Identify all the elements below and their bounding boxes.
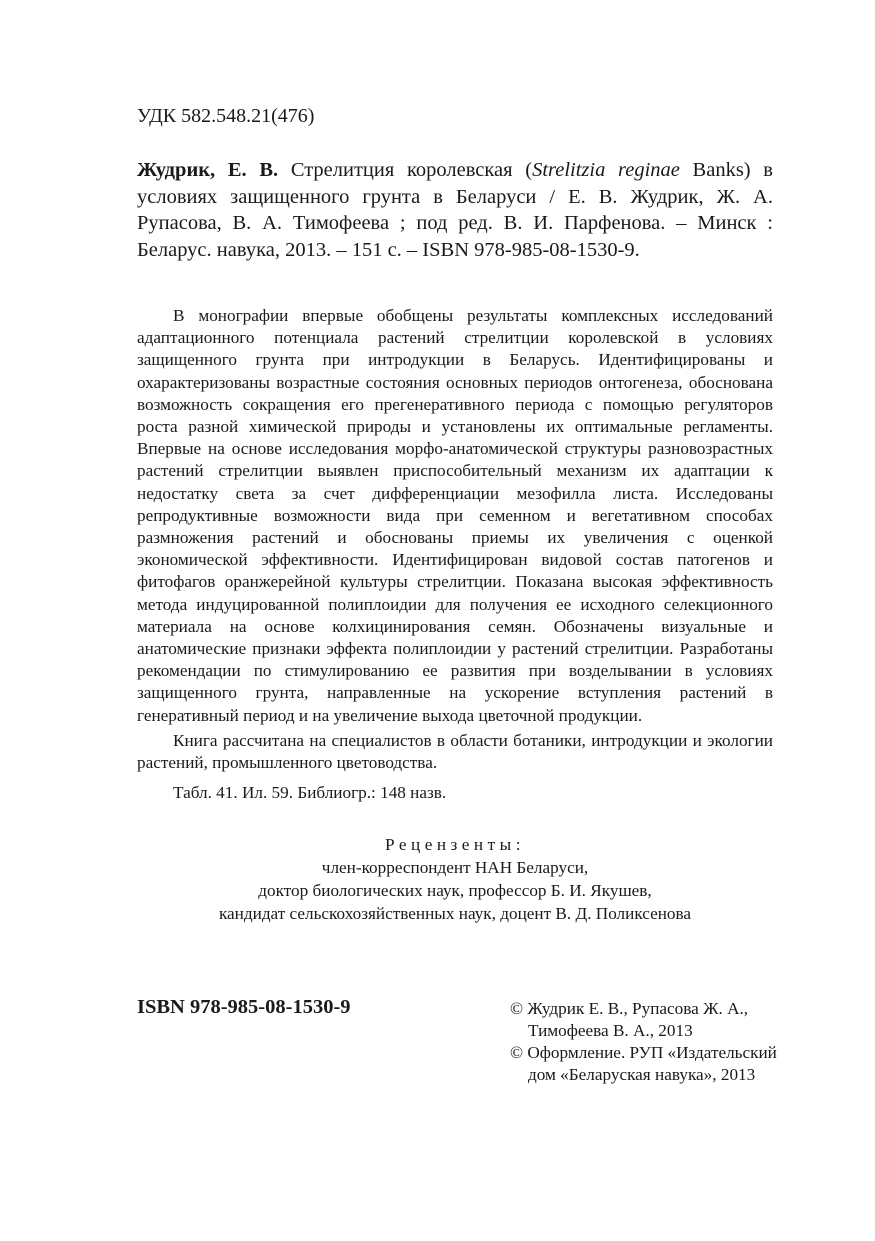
udc-code: УДК 582.548.21(476) [137,105,315,127]
copyright-authors: © Жудрик Е. В., Рупасова Ж. А., Тимофеева В. А., 2013 [510,999,749,1040]
abstract-paragraph: В монографии впервые обобщены результаты комплексных исследований адаптационного потенциала растений стрелитции королевской в условиях защищенного грунта при интродукции в Беларусь. Идентифицированы и охарактеризованы возрастные состояния основных периодов онтогенеза, обоснована возможность сокращения его прегенеративного периода с помощью регуляторов роста разной химической природы и установлены их оптимальные регламенты. Впервые на основе исследования морфо-анатомической структуры разновозрастных растений стрелитции выявлен приспособительный механизм их адаптации к недостатку света за счет дифференциации мезофилла листа. Исследованы репродуктивные возможности вида при семенном и вегетативном способах размножения растений и обоснованы приемы их увеличения с оценкой экономической эффективности. Идентифицирован видовой состав патогенов и фитофагов оранжерейной культуры стрелитции. Показана высокая эффективность метода индуцированной полиплоидии для получения ее исходного селекционного материала на основе колхицинирования семян. Обозначены визуальные и анатомические признаки эффекта полиплоидии у растений стрелитции. Разработаны рекомендации по стимулированию ее развития при возделывании в условиях защищенного грунта, направленные на ускорение вступления растений в генеративный период и на увеличение выхода цветочной продукции. [137,306,773,725]
reviewer-line: член-корреспондент НАН Беларуси, [321,858,589,877]
citation-title-start: Стрелитция королевская ( [278,159,533,181]
citation-latin-name: Strelitzia reginae [532,159,680,181]
bibliographic-citation [137,157,773,263]
abstract-stats: Табл. 41. Ил. 59. Библиогр.: 148 назв. [173,783,447,803]
abstract [137,305,773,804]
copyright-block [510,998,780,1086]
reviewer-line: кандидат сельскохозяйственных наук, доцент В. Д. Поликсенова [218,904,692,923]
reviewers-heading: Рецензенты: [385,835,525,854]
reviewers-block [137,833,773,925]
citation-author: Жудрик, Е. В. [137,159,279,181]
isbn-number: ISBN 978-985-08-1530-9 [137,996,351,1018]
abstract-audience-paragraph: Книга рассчитана на специалистов в области ботаники, интродукции и экологии растений, промышленного цветоводства. [137,730,773,773]
reviewer-line: доктор биологических наук, профессор Б. И. Якушев, [258,881,652,900]
citation-rest: Banks) в условиях защищенного грунта в Беларуси / Е. В. Жудрик, Ж. А. Рупасова, В. А. Тимофеева ; под ред. В. И. Парфенова. – Минск : Беларус. навука, 2013. – 151 с. – ISBN 978-985-08-1530-9. [137,159,773,261]
copyright-design: © Оформление. РУП «Издательский дом «Беларуская навука», 2013 [510,1043,777,1084]
